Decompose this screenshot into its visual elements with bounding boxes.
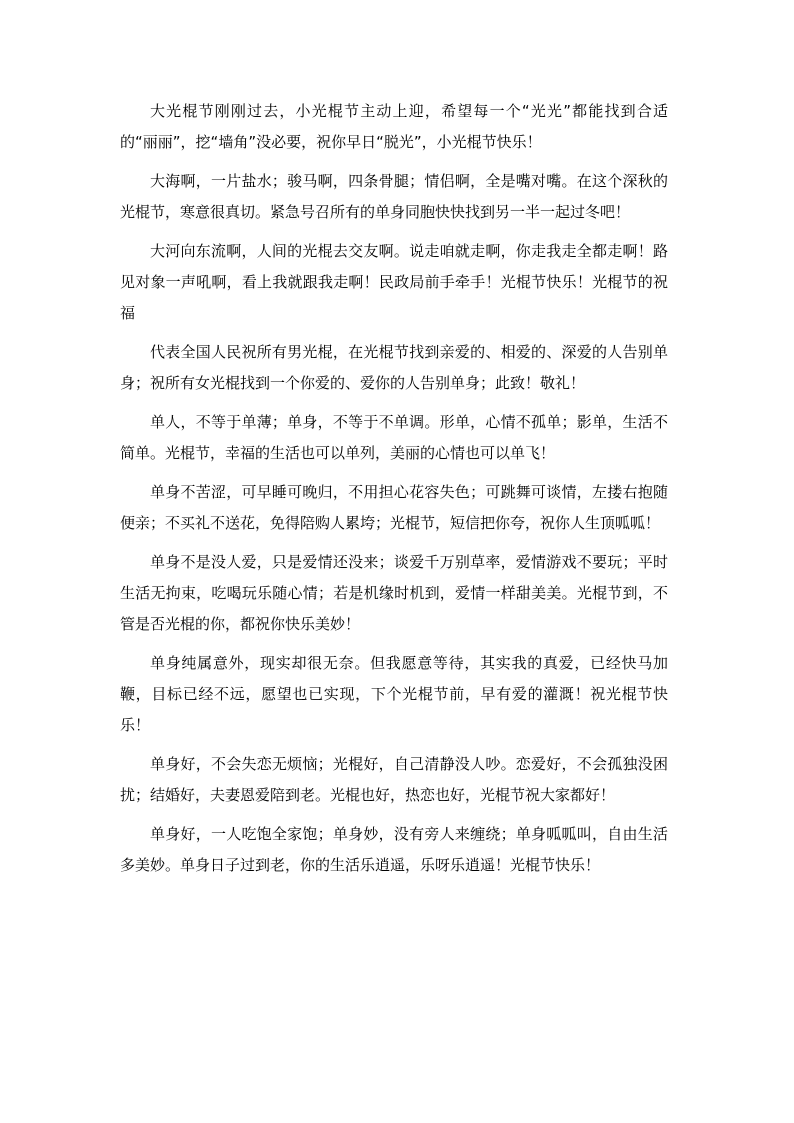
paragraph: 大海啊，一片盐水；骏马啊，四条骨腿；情侣啊，全是嘴对嘴。在这个深秋的光棍节，寒意很真切。紧急号召所有的单身同胞快快找到另一半一起过冬吧！ [120, 172, 668, 221]
document-body [120, 96, 668, 889]
paragraph: 单身好，一人吃饱全家饱；单身妙，没有旁人来缠绕；单身呱呱叫，自由生活多美妙。单身日子过到老，你的生活乐逍遥，乐呀乐逍遥！光棍节快乐！ [120, 825, 668, 874]
paragraph: 单身好，不会失恋无烦恼；光棍好，自己清静没人吵。恋爱好，不会孤独没困扰；结婚好，夫妻恩爱陪到老。光棍也好，热恋也好，光棍节祝大家都好！ [120, 755, 668, 804]
paragraph: 大河向东流啊，人间的光棍去交友啊。说走咱就走啊，你走我走全都走啊！路见对象一声吼啊，看上我就跟我走啊！民政局前手牵手！光棍节快乐！光棍节的祝福 [120, 242, 668, 322]
paragraph: 单身不苦涩，可早睡可晚归，不用担心花容失色；可跳舞可谈情，左搂右抱随便亲；不买礼不送花，免得陪购人累垮；光棍节，短信把你夸，祝你人生顶呱呱！ [120, 483, 668, 532]
paragraph: 单身不是没人爱，只是爱情还没来；谈爱千万别草率，爱情游戏不要玩；平时生活无拘束，吃喝玩乐随心情；若是机缘时机到，爱情一样甜美美。光棍节到，不管是否光棍的你，都祝你快乐美妙！ [120, 553, 668, 633]
paragraph: 大光棍节刚刚过去，小光棍节主动上迎，希望每一个“光光”都能找到合适的“丽丽”，挖“墙角”没必要，祝你早日“脱光”，小光棍节快乐！ [120, 102, 668, 151]
paragraph: 单人，不等于单薄；单身，不等于不单调。形单，心情不孤单；影单，生活不简单。光棍节，幸福的生活也可以单列，美丽的心情也可以单飞！ [120, 413, 668, 462]
paragraph: 代表全国人民祝所有男光棍，在光棍节找到亲爱的、相爱的、深爱的人告别单身；祝所有女光棍找到一个你爱的、爱你的人告别单身；此致！敬礼！ [120, 343, 668, 392]
paragraph: 单身纯属意外，现实却很无奈。但我愿意等待，其实我的真爱，已经快马加鞭，目标已经不远，愿望也已实现，下个光棍节前，早有爱的灌溉！祝光棍节快乐！ [120, 654, 668, 734]
